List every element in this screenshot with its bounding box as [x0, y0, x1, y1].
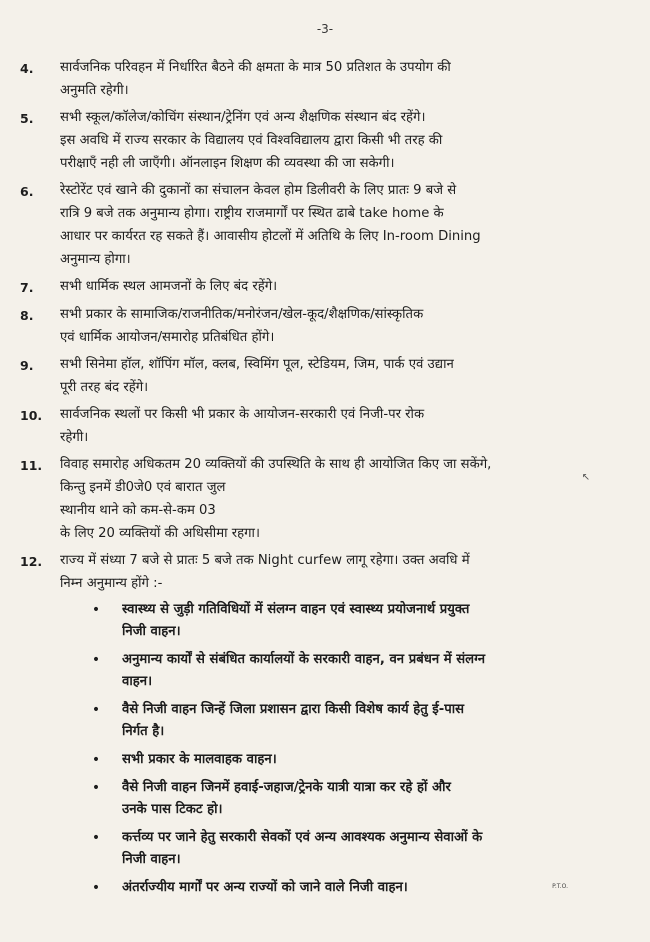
- item-text-line: राज्य में संध्या 7 बजे से प्रातः 5 बजे तक Night curfew लागू रहेगा। उक्त अवधि में: [60, 553, 470, 568]
- exemption-item: [60, 599, 598, 643]
- exemption-list: [60, 599, 598, 899]
- item-text-line: के लिए 20 व्यक्तियों की अधिसीमा रहगा।: [60, 526, 260, 541]
- item-text-line: परीक्षाएँ नही ली जाएँगी। ऑनलाइन शिक्षण की व्यवस्था की जा सकेगी।: [60, 156, 395, 171]
- exemption-text-line: अनुमान्य कार्यों से संबंधित कार्यालयों के सरकारी वाहन, वन प्रबंधन में संलग्न: [122, 652, 486, 667]
- item-text: [60, 56, 598, 102]
- order-item: [20, 549, 598, 905]
- item-text-line: रहेगी।: [60, 430, 89, 445]
- exemption-text-line: निजी वाहन।: [122, 624, 181, 639]
- exemption-text: [122, 749, 598, 771]
- exemption-text-line: कर्त्तव्य पर जाने हेतु सरकारी सेवकों एवं अन्य आवश्यक अनुमान्य सेवाओं के: [122, 830, 483, 845]
- order-item: [20, 403, 598, 449]
- bullet-icon: •: [91, 652, 101, 668]
- exemption-text-line: वैसे निजी वाहन जिनमें हवाई-जहाज/ट्रेनके यात्री यात्रा कर रहे हों और: [122, 780, 451, 795]
- item-text: [60, 403, 598, 449]
- exemption-text-line: अंतर्राज्यीय मार्गों पर अन्य राज्यों को जाने वाले निजी वाहन।: [122, 880, 408, 895]
- item-text-line: सभी धार्मिक स्थल आमजनों के लिए बंद रहेंगे।: [60, 279, 278, 294]
- order-items-list: [20, 56, 598, 909]
- item-text-line: इस अवधि में राज्य सरकार के विद्यालय एवं विश्वविद्यालय द्वारा किसी भी तरह की: [60, 133, 443, 148]
- exemption-text-line: सभी प्रकार के मालवाहक वाहन।: [122, 752, 277, 767]
- bullet-icon: •: [91, 702, 101, 718]
- item-number: 11.: [20, 458, 43, 473]
- item-text-line: स्थानीय थाने को कम-से-कम 03: [60, 503, 216, 518]
- bullet-icon: •: [91, 602, 101, 618]
- exemption-item: [60, 827, 598, 871]
- item-text-line: आधार पर कार्यरत रह सकते हैं। आवासीय होटलों में अतिथि के लिए In-room Dining: [60, 229, 481, 244]
- item-text: [60, 106, 598, 175]
- item-number: 7.: [20, 280, 34, 295]
- item-number: 8.: [20, 308, 34, 323]
- item-number: 5.: [20, 111, 34, 126]
- item-text-line: अनुमति रहेगी।: [60, 83, 129, 98]
- order-item: [20, 303, 598, 349]
- bullet-icon: •: [91, 752, 101, 768]
- pto-note: P.T.O.: [552, 883, 568, 890]
- exemption-text-line: निजी वाहन।: [122, 852, 181, 867]
- exemption-text-line: निर्गत है।: [122, 724, 165, 739]
- item-text-line: सभी सिनेमा हॉल, शॉपिंग मॉल, क्लब, स्विमिंग पूल, स्टेडियम, जिम, पार्क एवं उद्यान: [60, 357, 454, 372]
- exemption-text-line: स्वास्थ्य से जुड़ी गतिविधियों में संलग्न वाहन एवं स्वास्थ्य प्रयोजनार्थ प्रयुक्त: [122, 602, 470, 617]
- exemption-item: [60, 649, 598, 693]
- exemption-text: [122, 877, 598, 899]
- bullet-icon: •: [91, 780, 101, 796]
- item-text-line: सभी स्कूल/कॉलेज/कोचिंग संस्थान/ट्रेनिंग एवं अन्य शैक्षणिक संस्थान बंद रहेंगे।: [60, 110, 426, 125]
- exemption-text: [122, 827, 598, 871]
- item-text-line: रात्रि 9 बजे तक अनुमान्य होगा। राष्ट्रीय राजमार्गों पर स्थित ढाबे take home के: [60, 206, 444, 221]
- order-item: [20, 179, 598, 271]
- order-item: [20, 106, 598, 175]
- exemption-text-line: उनके पास टिकट हो।: [122, 802, 223, 817]
- exemption-text: [122, 777, 598, 821]
- order-item: [20, 453, 598, 545]
- item-text-line: रेस्टोरेंट एवं खाने की दुकानों का संचालन केवल होम डिलीवरी के लिए प्रातः 9 बजे से: [60, 183, 457, 198]
- item-text: [60, 353, 598, 399]
- exemption-item: [60, 749, 598, 771]
- item-number: 4.: [20, 61, 34, 76]
- item-text-line: अनुमान्य होगा।: [60, 252, 131, 267]
- exemption-text: [122, 699, 598, 743]
- page-number: -3-: [316, 22, 334, 36]
- item-text: [60, 549, 598, 905]
- item-text: [60, 453, 598, 545]
- item-number: 12.: [20, 554, 43, 569]
- item-text-line: एवं धार्मिक आयोजन/समारोह प्रतिबंधित होंगे।: [60, 330, 275, 345]
- item-text: [60, 179, 598, 271]
- exemption-text: [122, 599, 598, 643]
- bullet-icon: •: [91, 880, 101, 896]
- item-text-line: सभी प्रकार के सामाजिक/राजनीतिक/मनोरंजन/खेल-कूद/शैक्षणिक/सांस्कृतिक: [60, 307, 424, 322]
- item-text-line: सार्वजनिक परिवहन में निर्धारित बैठने की क्षमता के मात्र 50 प्रतिशत के उपयोग की: [60, 60, 451, 75]
- item-text-line: विवाह समारोह अधिकतम 20 व्यक्तियों की उपस्थिति के साथ ही आयोजित किए जा सकेंगे,: [60, 457, 492, 472]
- item-text: [60, 275, 598, 299]
- exemption-text-line: वैसे निजी वाहन जिन्हें जिला प्रशासन द्वारा किसी विशेष कार्य हेतु ई-पास: [122, 702, 465, 717]
- item-text: [60, 303, 598, 349]
- bullet-icon: •: [91, 830, 101, 846]
- item-text-line: निम्न अनुमान्य होंगे :-: [60, 576, 163, 591]
- exemption-text-line: वाहन।: [122, 674, 153, 689]
- exemption-item: [60, 877, 598, 899]
- item-text-line: सार्वजनिक स्थलों पर किसी भी प्रकार के आयोजन-सरकारी एवं निजी-पर रोक: [60, 407, 425, 422]
- item-number: 6.: [20, 184, 34, 199]
- item-text-line: पूरी तरह बंद रहेंगे।: [60, 380, 149, 395]
- exemption-text: [122, 649, 598, 693]
- order-item: [20, 56, 598, 102]
- item-number: 9.: [20, 358, 34, 373]
- item-number: 10.: [20, 408, 43, 423]
- order-item: [20, 275, 598, 299]
- exemption-item: [60, 699, 598, 743]
- item-text-line: किन्तु इनमें डी0जे0 एवं बारात जुल: [60, 480, 226, 495]
- order-item: [20, 353, 598, 399]
- ink-mark: ↖: [581, 472, 590, 483]
- exemption-item: [60, 777, 598, 821]
